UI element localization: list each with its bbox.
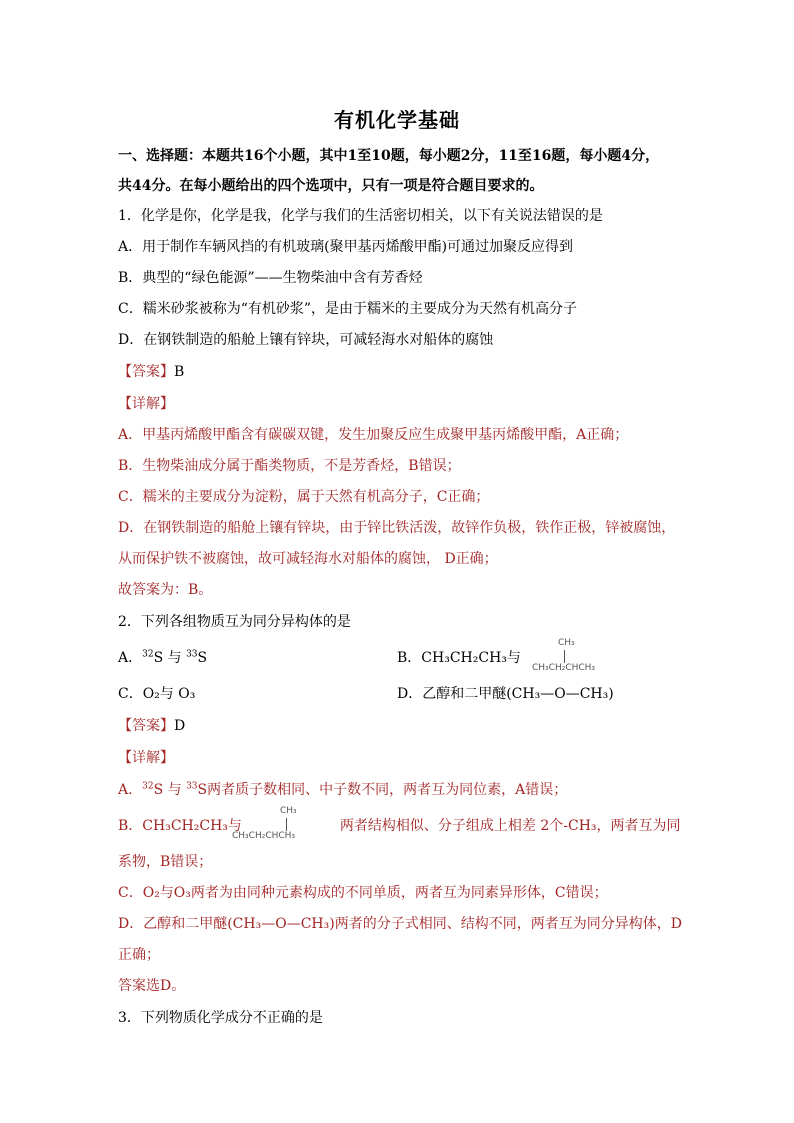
q2-detail-tag: 【详解】 xyxy=(118,750,174,766)
q2-explanation-c: C．O₂与O₃两者为由同种元素构成的不同单质，两者互为同素异形体，C错误； xyxy=(118,885,608,901)
q1-explanation-a: A．甲基丙烯酸甲酯含有碳碳双键，发生加聚反应生成聚甲基丙烯酸甲酯，A正确； xyxy=(118,427,629,443)
q1-explanation-d-1: D．在钢铁制造的船舱上镶有锌块，由于锌比铁活泼，故锌作负极，铁作正极，锌被腐蚀， xyxy=(118,520,676,536)
q1-explanation-b: B．生物柴油成分属于酯类物质，不是芳香烃，B错误； xyxy=(118,458,461,474)
q2-explanation-a: A．$^{32}$S 与 $^{33}$S两者质子数相同、中子数不同，两者互为同位素，A错误； xyxy=(118,781,568,798)
q1-detail-tag: 【详解】 xyxy=(118,396,174,412)
q2-explanation-b-2: 系物，B错误； xyxy=(118,854,213,870)
q2-explanation-d-1: D．乙醇和二甲醚(CH₃—O—CH₃)两者的分子式相同、结构不同，两者互为同分异构体，D xyxy=(118,916,682,932)
q1-stem: 1．化学是你，化学是我，化学与我们的生活密切相关，以下有关说法错误的是 xyxy=(118,208,603,224)
q1-option-c: C．糯米砂浆被称为“有机砂浆”，是由于糯米的主要成分为天然有机高分子 xyxy=(118,301,578,317)
q1-option-d: D．在钢铁制造的船舱上镶有锌块，可减轻海水对船体的腐蚀 xyxy=(118,332,494,348)
q2-answer: 【答案】D xyxy=(118,718,186,734)
q1-conclusion: 故答案为：B。 xyxy=(118,582,213,598)
q3-stem: 3．下列物质化学成分不正确的是 xyxy=(118,1010,323,1026)
q2-option-c: C．O₂与 O₃ xyxy=(118,686,196,702)
q1-answer xyxy=(118,362,184,382)
q2-explanation-d-2: 正确； xyxy=(118,947,160,963)
q2-explanation-b-structure: CH₃ CH₃CH₂CHCH₃ xyxy=(232,806,297,841)
page-title: 有机化学基础 xyxy=(334,108,460,132)
q1-option-a: A．用于制作车辆风挡的有机玻璃(聚甲基丙烯酸甲酯)可通过加聚反应得到 xyxy=(118,239,574,255)
q2-conclusion: 答案选D。 xyxy=(118,978,186,994)
q2-option-b: B．CH₃CH₂CH₃与 xyxy=(397,650,521,666)
q2-option-a: A．$^{32}$S 与 $^{33}$S xyxy=(118,649,208,666)
section-header-line-2: 共44分。在每小题给出的四个选项中，只有一项是符合题目要求的。 xyxy=(118,178,544,194)
answer-value: B xyxy=(174,364,185,380)
answer-tag: 【答案】 xyxy=(118,364,174,380)
q2-explanation-b-1: B．CH₃CH₂CH₃与 两者结构相似、分子组成上相差 2个-CH₃，两者互为同 xyxy=(118,818,681,834)
q1-option-b: B．典型的“绿色能源”——生物柴油中含有芳香烃 xyxy=(118,270,423,286)
q1-explanation-c: C．糯米的主要成分为淀粉，属于天然有机高分子，C正确； xyxy=(118,489,490,505)
q2-stem: 2．下列各组物质互为同分异构体的是 xyxy=(118,614,351,630)
q2-option-d: D．乙醇和二甲醚(CH₃—O—CH₃) xyxy=(397,686,614,702)
q1-explanation-d-2: 从而保护铁不被腐蚀，故可减轻海水对船体的腐蚀， D正确； xyxy=(118,551,498,567)
q2-option-b-structure: CH₃ CH₃CH₂CHCH₃ xyxy=(532,638,596,673)
section-header-line-1: 一、选择题：本题共16个小题，其中1至10题，每小题2分，11至16题，每小题4分， xyxy=(118,148,660,164)
